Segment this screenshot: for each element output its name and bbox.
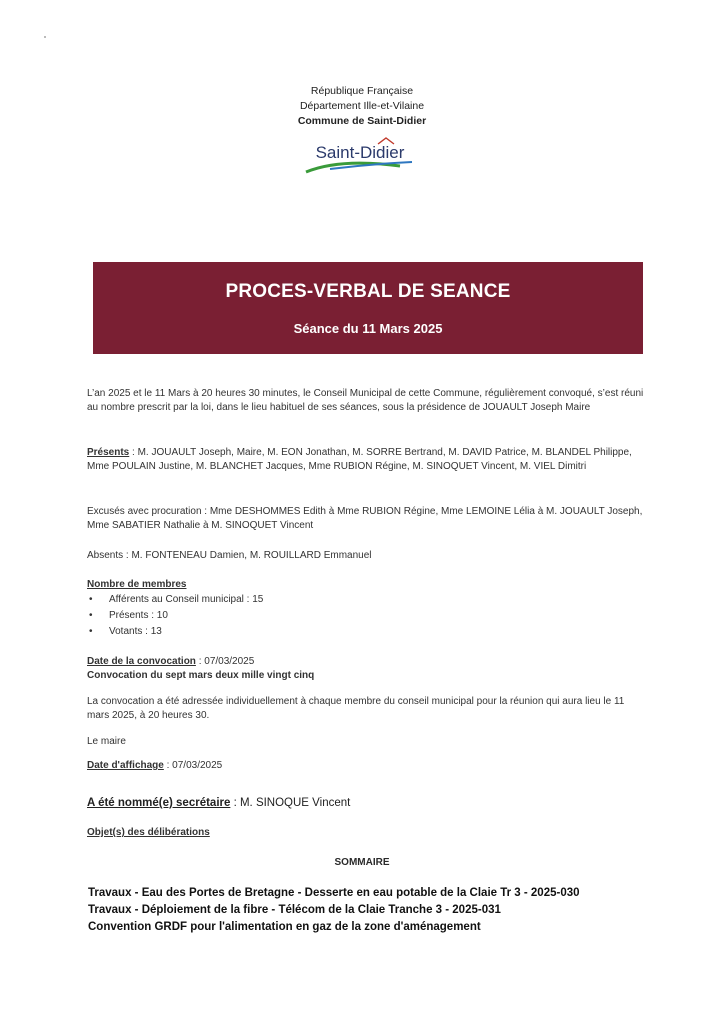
maire-signature: Le maire bbox=[87, 736, 126, 747]
header-commune: Commune de Saint-Didier bbox=[297, 115, 427, 127]
logo-text: Saint-Didier bbox=[315, 143, 405, 162]
list-item: • Présents : 10 bbox=[87, 608, 647, 624]
convocation-date: : 07/03/2025 bbox=[195, 656, 255, 667]
convocation-section bbox=[87, 655, 647, 683]
convocation-date-line bbox=[87, 655, 647, 669]
convocation-words: Convocation du sept mars deux mille vingt cinq bbox=[87, 670, 315, 681]
header-departement: Département Ille-et-Vilaine bbox=[299, 100, 425, 112]
page-title: PROCES-VERBAL DE SEANCE bbox=[225, 281, 511, 302]
secretaire-line bbox=[87, 797, 350, 809]
affichage-line bbox=[87, 759, 647, 773]
convocation-text: La convocation a été adressée individuellement à chaque membre du conseil municipal pour la réunion qui aura lieu le 11 mars 2025, à 20 heures 30. bbox=[87, 696, 625, 721]
list-item: Travaux - Déploiement de la fibre - Télécom de la Claie Tranche 3 - 2025-031 bbox=[88, 904, 501, 916]
membres-section bbox=[87, 578, 647, 640]
header-republique: République Française bbox=[310, 85, 414, 97]
excuses-paragraph: Excusés avec procuration : Mme DESHOMMES Edith à Mme RUBION Régine, Mme LEMOINE Lélia à M. JOUAULT Joseph, Mme SABATIER Nathalie à M. SINOQUET Vincent bbox=[87, 506, 643, 531]
absents-paragraph: Absents : M. FONTENEAU Damien, M. ROUILLARD Emmanuel bbox=[87, 550, 372, 561]
affichage-label: Date d'affichage bbox=[87, 760, 164, 771]
sommaire-title: SOMMAIRE bbox=[334, 857, 390, 868]
document-header bbox=[0, 84, 724, 129]
presents-list: : M. JOUAULT Joseph, Maire, M. EON Jonathan, M. SORRE Bertrand, M. DAVID Patrice, M. BLANDEL Philippe, Mme POULAIN Justine, M. BLANCHET Jacques, Mme RUBION Régine, M. SINOQUET Vincent, M. VIEL Dimitri bbox=[87, 447, 632, 472]
list-item: • Votants : 13 bbox=[87, 624, 647, 640]
sommaire-list bbox=[88, 885, 580, 936]
title-banner bbox=[93, 262, 643, 354]
list-item: Convention GRDF pour l'alimentation en gaz de la zone d'aménagement bbox=[88, 921, 481, 933]
saint-didier-logo bbox=[300, 136, 420, 178]
presents-paragraph bbox=[87, 446, 647, 474]
secretaire-name: : M. SINOQUE Vincent bbox=[230, 797, 351, 809]
objets-heading: Objet(s) des délibérations bbox=[87, 827, 210, 838]
presents-label: Présents bbox=[87, 447, 130, 458]
membres-list bbox=[87, 592, 647, 640]
membres-label: Nombre de membres bbox=[87, 579, 187, 590]
list-item: Travaux - Eau des Portes de Bretagne - Desserte en eau potable de la Claie Tr 3 - 2025-030 bbox=[88, 887, 580, 899]
affichage-date: : 07/03/2025 bbox=[163, 760, 223, 771]
seance-date: Séance du 11 Mars 2025 bbox=[293, 321, 443, 336]
intro-paragraph: L’an 2025 et le 11 Mars à 20 heures 30 minutes, le Conseil Municipal de cette Commune, régulièrement convoqué, s’est réuni au nombre prescrit par la loi, dans le lieu habituel de ses séances, sous la présidence de JOUAULT Joseph Maire bbox=[87, 388, 644, 413]
secretaire-label: A été nommé(e) secrétaire bbox=[87, 797, 231, 809]
convocation-label: Date de la convocation bbox=[87, 656, 196, 667]
scan-speck bbox=[44, 36, 46, 38]
list-item: • Afférents au Conseil municipal : 15 bbox=[87, 592, 647, 608]
